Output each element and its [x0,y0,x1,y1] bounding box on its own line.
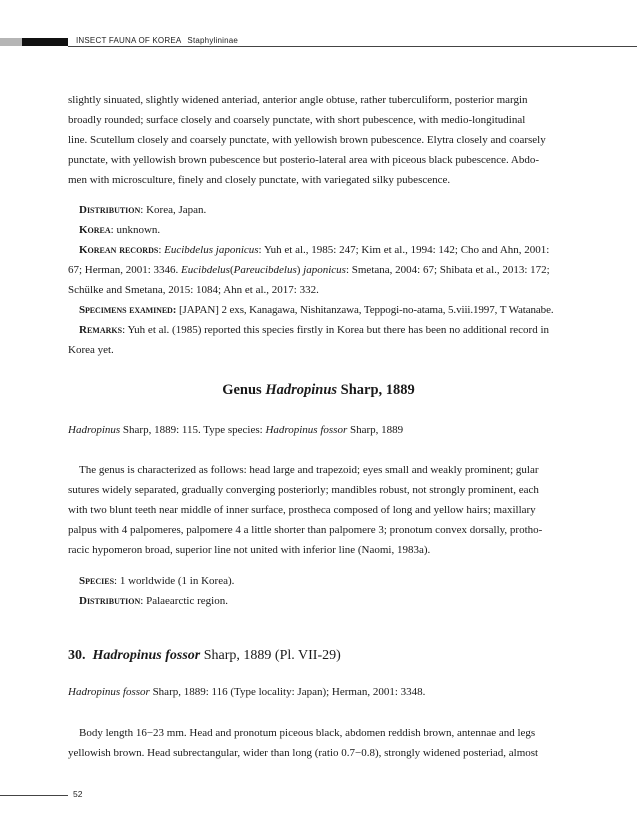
header-bar-black [22,38,68,46]
remarks-label: Remarks [79,324,123,336]
header-bar-gray [0,38,22,46]
page-number: 52 [73,789,83,799]
footer-rule [0,795,68,796]
specimens-line: Specimens examined: [JAPAN] 2 exs, Kanagawa, Nishitanzawa, Teppogi-no-atama, 5.viii.1997, T Watanabe. [79,304,554,316]
text-line: men with microsculture, finely and closely punctate, with variegated silky pubescence. [68,174,451,186]
records-block [68,200,569,360]
text-line: slightly sinuated, slightly widened anteriad, anterior angle obtuse, rather tuberculiform, posterior margin [68,94,528,106]
species-description [68,723,569,763]
text-line: Body length 16−23 mm. Head and pronotum piceous black, abdomen reddish brown, antennae and legs [79,727,536,739]
text-line: punctate, with yellowish brown pubescence but posterio-lateral area with piceous black pubescence. Abdo- [68,154,540,166]
header-rule [68,46,637,47]
distribution-line: Distribution: Korea, Japan. [79,204,207,216]
text-line: The genus is characterized as follows: head large and trapezoid; eyes small and weakly prominent; gular [79,464,539,476]
species-reference: Hadropinus fossor Sharp, 1889: 116 (Type locality: Japan); Herman, 2001: 3348. [68,686,426,698]
genus-info-block [68,571,569,611]
species-count-line: Species: 1 worldwide (1 in Korea). [79,575,235,587]
text-line: broadly rounded; surface closely and coarsely punctate, with short pubescence, with medio-longitudinal [68,114,526,126]
distribution-line: Distribution: Palaearctic region. [79,595,228,607]
text-line: with two blunt teeth near middle of inner surface, prostheca composed of long and yellow hairs; maxillary [68,504,536,516]
description-paragraph [68,90,569,190]
korean-records-label: Korean records [79,244,159,256]
text-line: sutures widely separated, gradually converging posteriorly; mandibles robust, not strongly prominent, each [68,484,539,496]
text-line: racic hypomeron broad, superior line not united with inferior line (Naomi, 1983a). [68,544,431,556]
header-section: Staphylininae [187,36,239,45]
distribution-label: Distribution [79,204,141,216]
header-series: INSECT FAUNA OF KOREA [76,36,182,45]
korea-label: Korea [79,224,111,236]
genus-description [68,460,569,560]
korea-line: Korea: unknown. [79,224,161,236]
distribution-label: Distribution [79,595,141,607]
species-heading: 30. Hadropinus fossor Sharp, 1889 (Pl. VII-29) [68,648,341,663]
specimens-label: Specimens examined: [79,304,177,316]
genus-heading: Genus Hadropinus Sharp, 1889 [222,382,415,398]
species-label: Species [79,575,115,587]
korean-records-line: 67; Herman, 2001: 3346. Eucibdelus(Pareucibdelus) japonicus: Smetana, 2004: 67; Shibata et al., 2013: 172; [68,264,550,276]
text-line: yellowish brown. Head subrectangular, wider than long (ratio 0.7−0.8), strongly widened posteriad, almost [68,747,539,759]
remarks-line: Remarks: Yuh et al. (1985) reported this species firstly in Korea but there has been no additional record in [79,324,549,336]
korean-records-line: Schülke and Smetana, 2015: 1084; Ahn et al., 2017: 332. [68,284,319,296]
text-line: palpus with 4 palpomeres, palpomere 4 a little shorter than palpomere 3; pronotum convex dorsally, protho- [68,524,543,536]
running-header [76,36,238,45]
text-line: line. Scutellum closely and coarsely punctate, with yellowish brown pubescence. Elytra closely and coarsely [68,134,546,146]
genus-reference: Hadropinus Sharp, 1889: 115. Type species: Hadropinus fossor Sharp, 1889 [68,424,404,436]
remarks-line: Korea yet. [68,344,114,356]
korean-records-line: Korean records: Eucibdelus japonicus: Yuh et al., 1985: 247; Kim et al., 1994: 142; Cho and Ahn, 2001: [79,244,550,256]
